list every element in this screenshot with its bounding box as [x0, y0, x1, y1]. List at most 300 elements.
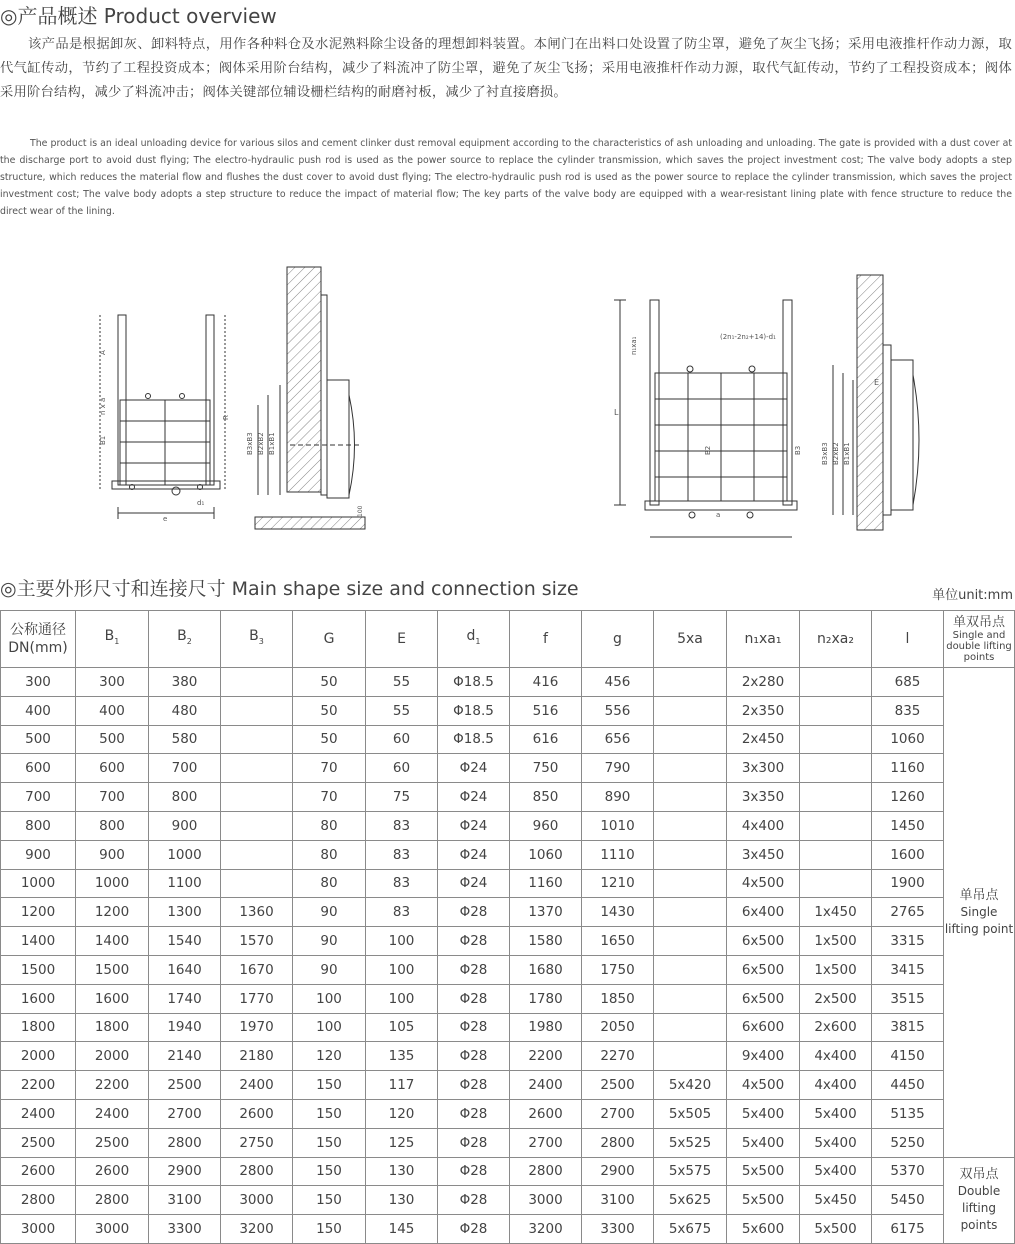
table-cell: [800, 840, 872, 869]
table-cell: [221, 668, 293, 697]
table-cell: 1970: [221, 1013, 293, 1042]
table-cell: 2500: [149, 1071, 221, 1100]
table-cell: Φ28: [438, 1042, 510, 1071]
table-cell: Φ28: [438, 1215, 510, 1244]
table-cell: Φ28: [438, 898, 510, 927]
table-row: [1, 1013, 1015, 1042]
table-cell: 1110: [582, 840, 654, 869]
table-cell: [221, 696, 293, 725]
table-cell: [221, 811, 293, 840]
table-cell: 700: [149, 754, 221, 783]
table-cell: 1850: [582, 984, 654, 1013]
table-cell: 1750: [582, 955, 654, 984]
table-cell: 100: [293, 1013, 366, 1042]
table-cell: [654, 869, 727, 898]
front-view-single: [100, 315, 225, 519]
table-cell: 480: [149, 696, 221, 725]
label-a-small: a: [716, 511, 721, 519]
table-cell: 890: [582, 783, 654, 812]
table-cell: 685: [872, 668, 944, 697]
table-cell: 80: [293, 811, 366, 840]
header-dn: 公称通径 DN(mm): [1, 611, 76, 668]
label-holes: (2n₁-2n₂+14)-d₁: [720, 333, 776, 341]
table-cell: [654, 1013, 727, 1042]
table-cell: 2270: [582, 1042, 654, 1071]
table-cell: 1010: [582, 811, 654, 840]
table-cell: 2900: [149, 1157, 221, 1186]
table-cell: [800, 696, 872, 725]
table-cell: [654, 840, 727, 869]
table-cell: 150: [293, 1215, 366, 1244]
header-f: f: [510, 611, 582, 668]
table-cell: 900: [149, 811, 221, 840]
header-g: G: [293, 611, 366, 668]
table-cell: 850: [510, 783, 582, 812]
table-cell: [654, 725, 727, 754]
table-cell: 1500: [1, 955, 76, 984]
table-cell: 3x350: [727, 783, 800, 812]
table-cell: [654, 1042, 727, 1071]
table-row: [1, 1215, 1015, 1244]
table-cell: 1600: [872, 840, 944, 869]
table-cell: 1500: [76, 955, 149, 984]
label-e: e: [163, 515, 168, 523]
table-cell: 1780: [510, 984, 582, 1013]
label-b1xb1-right: B1xB1: [843, 442, 851, 465]
table-cell: 3200: [221, 1215, 293, 1244]
table-cell: 2200: [1, 1071, 76, 1100]
table-cell: Φ28: [438, 955, 510, 984]
table-cell: 1200: [1, 898, 76, 927]
header-n2xa2: n₂xa₂: [800, 611, 872, 668]
table-cell: 580: [149, 725, 221, 754]
table-cell: 6x400: [727, 898, 800, 927]
header-lifting-points: 单双吊点 Single and double lifting points: [944, 611, 1015, 668]
header-5xa: 5xa: [654, 611, 727, 668]
table-cell: 600: [1, 754, 76, 783]
table-cell: 1800: [76, 1013, 149, 1042]
label-b1: B1: [99, 435, 107, 445]
table-cell: 600: [76, 754, 149, 783]
table-cell: 1000: [76, 869, 149, 898]
table-cell: 380: [149, 668, 221, 697]
table-cell: Φ28: [438, 927, 510, 956]
table-cell: 5x400: [800, 1157, 872, 1186]
table-cell: 1570: [221, 927, 293, 956]
table-cell: [221, 869, 293, 898]
table-cell: 2000: [76, 1042, 149, 1071]
table-cell: 5250: [872, 1128, 944, 1157]
table-cell: 5x400: [800, 1128, 872, 1157]
table-cell: 6x500: [727, 927, 800, 956]
table-cell: 5450: [872, 1186, 944, 1215]
table-cell: 50: [293, 725, 366, 754]
table-cell: 145: [366, 1215, 438, 1244]
label-100: 100: [357, 505, 364, 517]
header-b2: $B_2$: [149, 611, 221, 668]
table-cell: 1670: [221, 955, 293, 984]
table-cell: 1210: [582, 869, 654, 898]
technical-drawings: [0, 255, 1015, 555]
table-row: [1, 984, 1015, 1013]
table-header-row: [1, 611, 1015, 668]
table-cell: 150: [293, 1099, 366, 1128]
table-cell: 3300: [149, 1215, 221, 1244]
table-cell: 150: [293, 1157, 366, 1186]
table-cell: 5x505: [654, 1099, 727, 1128]
overview-text-cn: 该产品是根据卸灰、卸料特点，用作各种料仓及水泥熟料除尘设备的理想卸料装置。本闸门在出料口处设置了防尘罩，避免了灰尘飞扬；采用电液推杆作动力源，取代气缸传动，节约了工程投资成本；阀体采用阶台结构，减少了料流冲了防尘罩，避免了灰尘飞扬；采用电液推杆作动力源，取代气缸传动，节约了工程投资成本；阀体采用阶台结构，减少了料流冲击；阀体关键部位辅设栅栏结构的耐磨衬板，减少了衬直接磨损。: [0, 37, 1012, 100]
table-cell: 4x400: [800, 1071, 872, 1100]
table-cell: 700: [76, 783, 149, 812]
table-cell: 5x400: [727, 1128, 800, 1157]
header-l: l: [872, 611, 944, 668]
label-b1xb1-left: B1xB1: [268, 432, 276, 455]
table-cell: [221, 754, 293, 783]
table-cell: 1600: [76, 984, 149, 1013]
table-cell: 80: [293, 840, 366, 869]
table-row: [1, 1071, 1015, 1100]
label-b3: B3: [794, 445, 802, 455]
table-cell: [800, 783, 872, 812]
table-cell: 150: [293, 1128, 366, 1157]
table-cell: 2500: [1, 1128, 76, 1157]
table-cell: 3815: [872, 1013, 944, 1042]
table-cell: 2800: [221, 1157, 293, 1186]
double-lifting-cell: 双吊点 Double lifting points: [944, 1157, 1015, 1243]
table-cell: 500: [1, 725, 76, 754]
table-cell: 2900: [582, 1157, 654, 1186]
table-cell: 3x300: [727, 754, 800, 783]
table-cell: 2050: [582, 1013, 654, 1042]
table-row: [1, 927, 1015, 956]
table-cell: Φ28: [438, 1099, 510, 1128]
table-cell: Φ18.5: [438, 696, 510, 725]
table-cell: 150: [293, 1071, 366, 1100]
table-cell: 3100: [149, 1186, 221, 1215]
table-cell: [800, 668, 872, 697]
table-cell: 130: [366, 1157, 438, 1186]
table-cell: 900: [76, 840, 149, 869]
header-g-lower: g: [582, 611, 654, 668]
table-cell: 70: [293, 783, 366, 812]
table-cell: 2x500: [800, 984, 872, 1013]
table-cell: 6x600: [727, 1013, 800, 1042]
table-cell: 800: [1, 811, 76, 840]
table-cell: 1400: [1, 927, 76, 956]
label-b2xb2-left: B2xB2: [257, 432, 265, 455]
table-cell: [800, 811, 872, 840]
table-cell: 1650: [582, 927, 654, 956]
table-cell: 1260: [872, 783, 944, 812]
table-cell: 120: [293, 1042, 366, 1071]
table-cell: 150: [293, 1186, 366, 1215]
table-cell: 6175: [872, 1215, 944, 1244]
table-cell: 1450: [872, 811, 944, 840]
table-cell: [654, 754, 727, 783]
table-cell: 130: [366, 1186, 438, 1215]
table-cell: 2500: [76, 1128, 149, 1157]
table-cell: 2x350: [727, 696, 800, 725]
table-cell: 2600: [76, 1157, 149, 1186]
table-cell: 70: [293, 754, 366, 783]
table-cell: 616: [510, 725, 582, 754]
table-cell: 80: [293, 869, 366, 898]
table-cell: 105: [366, 1013, 438, 1042]
table-cell: 6x500: [727, 955, 800, 984]
table-cell: 5370: [872, 1157, 944, 1186]
table-cell: 5x500: [800, 1215, 872, 1244]
table-cell: 4150: [872, 1042, 944, 1071]
table-cell: 2000: [1, 1042, 76, 1071]
table-cell: [800, 754, 872, 783]
table-cell: Φ24: [438, 783, 510, 812]
table-row: [1, 668, 1015, 697]
table-cell: 516: [510, 696, 582, 725]
table-cell: 1600: [1, 984, 76, 1013]
table-row: [1, 1157, 1015, 1186]
table-cell: 700: [1, 783, 76, 812]
table-cell: 1370: [510, 898, 582, 927]
table-cell: 5x400: [727, 1099, 800, 1128]
table-cell: [654, 955, 727, 984]
table-cell: Φ18.5: [438, 668, 510, 697]
table-cell: 400: [1, 696, 76, 725]
table-cell: 1770: [221, 984, 293, 1013]
table-cell: 2800: [1, 1186, 76, 1215]
table-cell: 2400: [1, 1099, 76, 1128]
table-cell: 3300: [582, 1215, 654, 1244]
table-cell: 83: [366, 898, 438, 927]
table-cell: 2700: [149, 1099, 221, 1128]
table-cell: [800, 869, 872, 898]
table-cell: 50: [293, 696, 366, 725]
table-cell: 50: [293, 668, 366, 697]
table-cell: 1160: [872, 754, 944, 783]
table-cell: 4x500: [727, 869, 800, 898]
table-cell: 1160: [510, 869, 582, 898]
table-cell: 4x400: [800, 1042, 872, 1071]
table-cell: 1060: [510, 840, 582, 869]
side-view-single: [255, 267, 365, 529]
table-cell: 2400: [510, 1071, 582, 1100]
table-cell: Φ24: [438, 869, 510, 898]
table-cell: 2x450: [727, 725, 800, 754]
table-row: [1, 1128, 1015, 1157]
table-cell: 1980: [510, 1013, 582, 1042]
table-cell: Φ24: [438, 754, 510, 783]
table-cell: 750: [510, 754, 582, 783]
table-row: [1, 696, 1015, 725]
table-cell: 500: [76, 725, 149, 754]
label-a: A: [99, 350, 107, 355]
table-cell: 5135: [872, 1099, 944, 1128]
label-b3xb3-right: B3xB3: [821, 442, 829, 465]
table-cell: 656: [582, 725, 654, 754]
table-cell: 800: [76, 811, 149, 840]
table-cell: 100: [366, 955, 438, 984]
table-cell: 6x500: [727, 984, 800, 1013]
table-cell: 2800: [510, 1157, 582, 1186]
table-cell: 1x500: [800, 927, 872, 956]
table-row: [1, 754, 1015, 783]
label-n1xa1: n₁xa₁: [630, 336, 638, 355]
table-cell: [654, 927, 727, 956]
table-cell: [221, 725, 293, 754]
header-b3: $B_3$: [221, 611, 293, 668]
table-cell: 2140: [149, 1042, 221, 1071]
table-cell: 60: [366, 754, 438, 783]
table-cell: 960: [510, 811, 582, 840]
table-cell: 4450: [872, 1071, 944, 1100]
table-cell: Φ18.5: [438, 725, 510, 754]
table-row: [1, 725, 1015, 754]
table-cell: [654, 696, 727, 725]
table-cell: 100: [293, 984, 366, 1013]
table-cell: 900: [1, 840, 76, 869]
table-cell: 1400: [76, 927, 149, 956]
table-cell: 5x500: [727, 1157, 800, 1186]
table-cell: 2x600: [800, 1013, 872, 1042]
table-cell: 5x575: [654, 1157, 727, 1186]
table-cell: 2800: [149, 1128, 221, 1157]
table-cell: 5x450: [800, 1186, 872, 1215]
label-d1: d₁: [197, 499, 205, 507]
table-cell: 1540: [149, 927, 221, 956]
table-cell: [654, 898, 727, 927]
table-cell: 556: [582, 696, 654, 725]
table-cell: 2500: [582, 1071, 654, 1100]
table-cell: 3000: [76, 1215, 149, 1244]
spec-table: [0, 610, 1015, 1244]
table-cell: 2700: [582, 1099, 654, 1128]
table-cell: 2600: [221, 1099, 293, 1128]
table-cell: 790: [582, 754, 654, 783]
table-cell: Φ24: [438, 811, 510, 840]
table-cell: 1580: [510, 927, 582, 956]
table-cell: 2200: [76, 1071, 149, 1100]
table-cell: 400: [76, 696, 149, 725]
single-lifting-cell: 单吊点 Single lifting point: [944, 668, 1015, 1158]
table-cell: 300: [1, 668, 76, 697]
header-b1: $B_1$: [76, 611, 149, 668]
table-cell: 1430: [582, 898, 654, 927]
table-cell: 3515: [872, 984, 944, 1013]
table-cell: 3000: [1, 1215, 76, 1244]
table-cell: [654, 984, 727, 1013]
unit-label: 单位unit:mm: [932, 588, 1013, 603]
table-cell: [221, 840, 293, 869]
table-cell: [800, 725, 872, 754]
label-nxa: n x a: [99, 397, 107, 415]
table-cell: 5x400: [800, 1099, 872, 1128]
table-cell: 1x450: [800, 898, 872, 927]
table-cell: 3x450: [727, 840, 800, 869]
table-cell: 9x400: [727, 1042, 800, 1071]
table-row: [1, 1042, 1015, 1071]
table-cell: 100: [366, 927, 438, 956]
table-row: [1, 1099, 1015, 1128]
label-b2: B2: [704, 445, 712, 455]
table-cell: Φ28: [438, 1013, 510, 1042]
table-cell: 3315: [872, 927, 944, 956]
table-cell: 3000: [221, 1186, 293, 1215]
table-cell: 5x500: [727, 1186, 800, 1215]
table-cell: 1000: [149, 840, 221, 869]
label-l: L: [614, 408, 619, 417]
table-cell: 3100: [582, 1186, 654, 1215]
table-cell: 4x400: [727, 811, 800, 840]
table-cell: 117: [366, 1071, 438, 1100]
table-cell: 2200: [510, 1042, 582, 1071]
label-r: R: [222, 415, 230, 420]
table-cell: 2750: [221, 1128, 293, 1157]
table-cell: 1000: [1, 869, 76, 898]
table-cell: 3000: [510, 1186, 582, 1215]
table-cell: Φ28: [438, 984, 510, 1013]
header-n1xa1: n₁xa₁: [727, 611, 800, 668]
table-cell: [221, 783, 293, 812]
table-row: [1, 869, 1015, 898]
table-cell: 3200: [510, 1215, 582, 1244]
table-cell: 135: [366, 1042, 438, 1071]
table-cell: 300: [76, 668, 149, 697]
table-cell: 1200: [76, 898, 149, 927]
table-cell: 83: [366, 869, 438, 898]
table-cell: 1740: [149, 984, 221, 1013]
table-cell: 3415: [872, 955, 944, 984]
table-cell: 5x625: [654, 1186, 727, 1215]
table-cell: 835: [872, 696, 944, 725]
table-cell: [654, 668, 727, 697]
table-cell: 800: [149, 783, 221, 812]
table-cell: 2600: [510, 1099, 582, 1128]
table-cell: 2x280: [727, 668, 800, 697]
table-row: [1, 783, 1015, 812]
header-d1: $d_1$: [438, 611, 510, 668]
table-cell: [654, 811, 727, 840]
table-cell: 5x525: [654, 1128, 727, 1157]
table-row: [1, 898, 1015, 927]
table-cell: 1800: [1, 1013, 76, 1042]
table-cell: 1640: [149, 955, 221, 984]
table-cell: 2800: [76, 1186, 149, 1215]
table-cell: 2400: [221, 1071, 293, 1100]
table-row: [1, 840, 1015, 869]
table-cell: 456: [582, 668, 654, 697]
table-cell: 120: [366, 1099, 438, 1128]
table-cell: 1680: [510, 955, 582, 984]
table-cell: 1900: [872, 869, 944, 898]
label-e-side: E: [874, 378, 880, 387]
table-cell: 83: [366, 840, 438, 869]
table-cell: 4x500: [727, 1071, 800, 1100]
table-cell: 83: [366, 811, 438, 840]
table-row: [1, 1186, 1015, 1215]
overview-text-en: The product is an ideal unloading device for various silos and cement clinker dust removal equipment according to the characteristics of ash unloading and unloading. The gate is provided with a dust cover at the discharge port to avoid dust flying; The electro-hydraulic push rod is used as the power source to replace the cylinder transmission, which saves the project investment cost; The valve body adopts a step structure, which reduces the material flow and flushes the dust cover to avoid dust flying; The electro-hydraulic push rod is used as the power source to replace the cylinder transmission, which saves the project investment cost; The valve body adopts a step structure to reduce the impact of material flow; The key parts of the valve body are equipped with a wear-resistant lining plate with fence structure to reduce the direct wear of the lining.: [0, 138, 1012, 217]
table-cell: 1940: [149, 1013, 221, 1042]
table-cell: 1360: [221, 898, 293, 927]
main-size-heading: ◎主要外形尺寸和连接尺寸 Main shape size and connection size: [0, 578, 579, 600]
table-cell: 1100: [149, 869, 221, 898]
overview-heading: ◎产品概述 Product overview: [0, 4, 277, 28]
table-cell: [654, 783, 727, 812]
table-cell: 416: [510, 668, 582, 697]
table-cell: Φ28: [438, 1186, 510, 1215]
table-cell: 55: [366, 668, 438, 697]
table-cell: 5x600: [727, 1215, 800, 1244]
table-cell: 1060: [872, 725, 944, 754]
table-cell: 2700: [510, 1128, 582, 1157]
